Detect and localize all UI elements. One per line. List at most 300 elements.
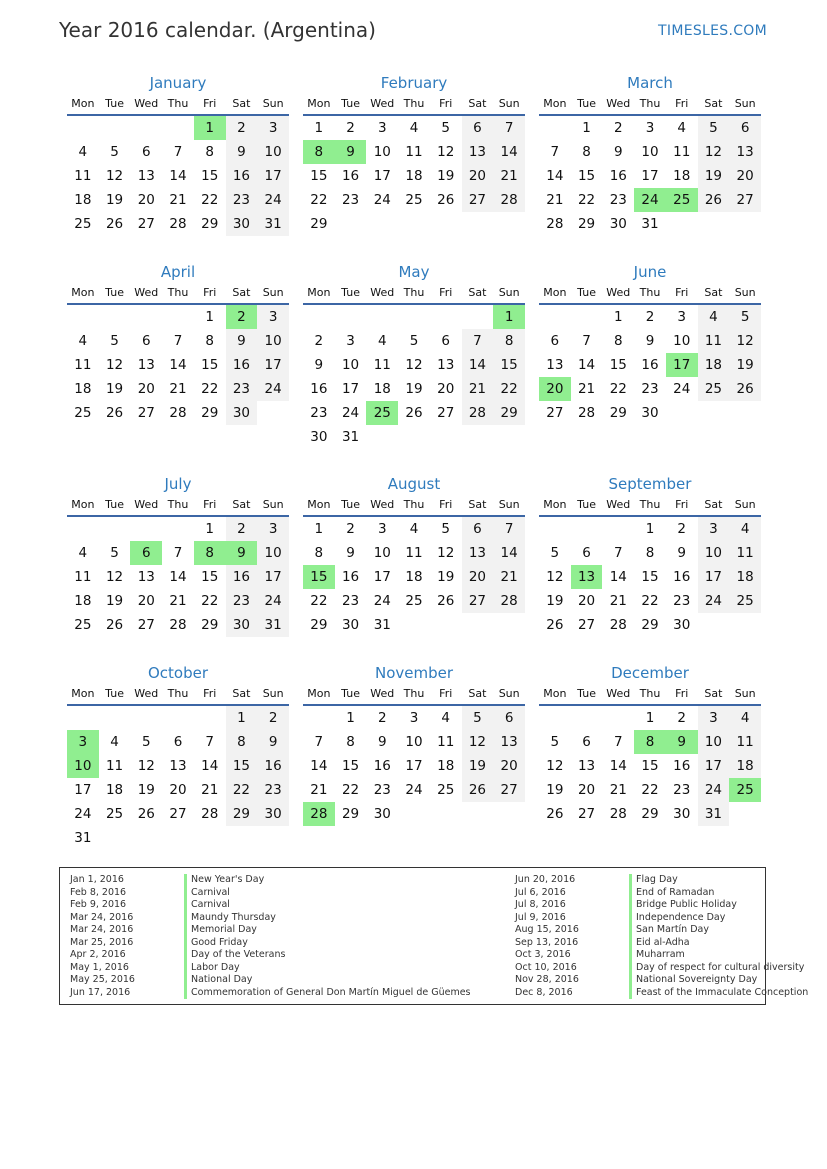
empty-day-cell bbox=[67, 116, 99, 140]
day-cell: 12 bbox=[105, 168, 124, 184]
day-cell: 15 bbox=[577, 168, 596, 184]
weekday-label: Wed bbox=[370, 97, 395, 110]
month-name: December bbox=[611, 664, 689, 682]
day-cell: 23 bbox=[673, 782, 691, 798]
holiday-name: Feast of the Immaculate Conception bbox=[636, 986, 809, 998]
holiday-marker bbox=[184, 912, 187, 925]
weekday-header bbox=[67, 684, 289, 706]
brand-logo-text[interactable]: TIMESLES.COM bbox=[658, 23, 767, 39]
day-cell: 30 bbox=[609, 216, 627, 232]
day-cell: 7 bbox=[173, 144, 183, 160]
weekday-label: Tue bbox=[105, 687, 124, 700]
holiday-date: Mar 24, 2016 bbox=[70, 911, 134, 923]
weekday-label: Sun bbox=[734, 286, 756, 299]
day-cell: 4 bbox=[78, 333, 88, 349]
day-cell: 14 bbox=[577, 357, 596, 373]
holiday-day-cell: 17 bbox=[666, 353, 698, 377]
day-cell: 1 bbox=[645, 521, 655, 537]
holiday-name: Independence Day bbox=[636, 911, 726, 923]
day-grid bbox=[67, 116, 289, 236]
day-cell: 17 bbox=[257, 164, 289, 188]
holiday-day-cell: 8 bbox=[303, 140, 335, 164]
weekday-label: Fri bbox=[675, 97, 689, 110]
weekday-label: Tue bbox=[341, 286, 360, 299]
holiday-marker bbox=[629, 887, 632, 900]
day-cell: 11 bbox=[437, 734, 455, 750]
day-cell: 6 bbox=[141, 333, 151, 349]
day-cell: 18 bbox=[729, 565, 761, 589]
empty-day-cell bbox=[130, 305, 162, 329]
holiday-entry bbox=[70, 974, 471, 987]
holiday-name: Labor Day bbox=[191, 961, 240, 973]
weekday-label: Sat bbox=[468, 97, 487, 110]
holiday-day-cell: 25 bbox=[729, 778, 761, 802]
day-cell: 14 bbox=[169, 357, 187, 373]
day-cell: 21 bbox=[609, 593, 627, 609]
day-cell: 27 bbox=[493, 778, 525, 802]
day-cell: 22 bbox=[641, 593, 659, 609]
day-cell: 9 bbox=[314, 357, 324, 373]
month-june bbox=[539, 261, 761, 425]
empty-day-cell bbox=[130, 706, 162, 730]
weekday-label: Wed bbox=[134, 286, 159, 299]
day-cell: 8 bbox=[226, 730, 258, 754]
weekday-label: Mon bbox=[543, 687, 567, 700]
weekday-label: Thu bbox=[167, 97, 189, 110]
day-cell: 3 bbox=[257, 305, 289, 329]
day-cell: 19 bbox=[405, 381, 423, 397]
day-cell: 18 bbox=[74, 381, 92, 397]
holiday-date: Jun 20, 2016 bbox=[515, 874, 576, 885]
day-cell: 17 bbox=[698, 754, 730, 778]
weekday-label: Sun bbox=[734, 687, 756, 700]
empty-day-cell bbox=[130, 116, 162, 140]
day-cell: 8 bbox=[205, 144, 214, 160]
day-cell: 31 bbox=[641, 216, 659, 232]
weekday-label: Wed bbox=[606, 498, 631, 511]
holiday-name: Day of the Veterans bbox=[191, 949, 286, 960]
day-cell: 10 bbox=[698, 730, 730, 754]
empty-day-cell bbox=[430, 305, 462, 329]
holiday-date: Feb 8, 2016 bbox=[70, 886, 127, 898]
day-cell: 29 bbox=[577, 216, 596, 232]
weekday-label: Sat bbox=[704, 286, 723, 299]
day-cell: 19 bbox=[105, 192, 124, 208]
weekday-label: Wed bbox=[370, 687, 395, 700]
holiday-day-cell: 9 bbox=[226, 541, 258, 565]
day-cell: 19 bbox=[105, 593, 124, 609]
weekday-label: Fri bbox=[675, 498, 689, 511]
day-cell: 29 bbox=[201, 216, 219, 232]
day-cell: 29 bbox=[641, 806, 659, 822]
holiday-marker bbox=[629, 912, 632, 925]
day-cell: 3 bbox=[698, 706, 730, 730]
day-cell: 20 bbox=[137, 593, 155, 609]
day-cell: 28 bbox=[201, 806, 219, 822]
day-cell: 6 bbox=[550, 333, 560, 349]
month-name: January bbox=[149, 74, 207, 92]
page-title: Year 2016 calendar. (Argentina) bbox=[59, 18, 376, 42]
day-cell: 10 bbox=[673, 333, 691, 349]
day-cell: 15 bbox=[609, 357, 627, 373]
day-cell: 27 bbox=[137, 216, 155, 232]
weekday-label: Fri bbox=[675, 687, 689, 700]
day-cell: 18 bbox=[673, 168, 691, 184]
day-cell: 2 bbox=[613, 120, 623, 136]
weekday-label: Sat bbox=[232, 687, 251, 700]
day-cell: 7 bbox=[462, 329, 494, 353]
day-cell: 30 bbox=[641, 405, 659, 421]
month-january bbox=[67, 72, 289, 236]
day-cell: 24 bbox=[74, 806, 92, 822]
day-cell: 26 bbox=[437, 593, 455, 609]
day-cell: 12 bbox=[546, 758, 564, 774]
month-name: July bbox=[164, 475, 192, 493]
day-cell: 12 bbox=[137, 758, 155, 774]
day-cell: 20 bbox=[577, 593, 596, 609]
day-cell: 13 bbox=[729, 140, 761, 164]
day-cell: 26 bbox=[546, 617, 564, 633]
weekday-header bbox=[539, 495, 761, 517]
weekday-header bbox=[539, 94, 761, 116]
day-cell: 22 bbox=[310, 192, 328, 208]
empty-day-cell bbox=[539, 305, 571, 329]
weekday-label: Sat bbox=[704, 687, 723, 700]
weekday-label: Mon bbox=[307, 97, 331, 110]
day-cell: 12 bbox=[437, 144, 455, 160]
day-cell: 1 bbox=[314, 521, 324, 537]
weekday-label: Sat bbox=[468, 286, 487, 299]
weekday-header bbox=[67, 94, 289, 116]
day-cell: 23 bbox=[609, 192, 627, 208]
day-cell: 1 bbox=[613, 309, 623, 325]
month-name: November bbox=[374, 664, 454, 682]
day-cell: 7 bbox=[173, 333, 183, 349]
day-cell: 24 bbox=[373, 192, 391, 208]
day-cell: 14 bbox=[546, 168, 564, 184]
holiday-marker bbox=[629, 874, 632, 887]
day-cell: 15 bbox=[310, 168, 328, 184]
day-cell: 11 bbox=[405, 545, 423, 561]
weekday-label: Sat bbox=[232, 97, 251, 110]
day-cell: 5 bbox=[110, 144, 119, 160]
weekday-label: Wed bbox=[370, 286, 395, 299]
day-cell: 11 bbox=[729, 541, 761, 565]
holiday-list-left bbox=[70, 874, 471, 999]
weekday-label: Mon bbox=[307, 687, 331, 700]
day-cell: 30 bbox=[226, 212, 258, 236]
day-cell: 3 bbox=[677, 309, 686, 325]
weekday-label: Sun bbox=[262, 97, 284, 110]
day-cell: 16 bbox=[341, 569, 360, 585]
holiday-name: Commemoration of General Don Martín Miguel de Güemes bbox=[191, 986, 471, 998]
weekday-label: Tue bbox=[577, 97, 596, 110]
day-cell: 24 bbox=[698, 589, 730, 613]
day-cell: 16 bbox=[310, 381, 328, 397]
day-cell: 12 bbox=[729, 329, 761, 353]
day-cell: 22 bbox=[201, 593, 219, 609]
weekday-header bbox=[67, 495, 289, 517]
day-cell: 9 bbox=[257, 730, 289, 754]
day-cell: 12 bbox=[698, 140, 730, 164]
weekday-header bbox=[67, 283, 289, 305]
weekday-header bbox=[303, 495, 525, 517]
day-cell: 26 bbox=[105, 405, 124, 421]
day-cell: 31 bbox=[257, 613, 289, 637]
day-cell: 5 bbox=[110, 545, 119, 561]
day-cell: 22 bbox=[609, 381, 627, 397]
weekday-label: Wed bbox=[134, 498, 159, 511]
month-name: March bbox=[627, 74, 673, 92]
holiday-entry bbox=[515, 962, 808, 975]
holiday-name: Flag Day bbox=[636, 874, 678, 885]
day-cell: 16 bbox=[341, 168, 360, 184]
day-cell: 14 bbox=[493, 140, 525, 164]
weekday-label: Sun bbox=[734, 498, 756, 511]
empty-day-cell bbox=[99, 116, 131, 140]
month-may bbox=[303, 261, 525, 449]
month-name: May bbox=[398, 263, 430, 281]
day-cell: 17 bbox=[373, 569, 391, 585]
day-cell: 7 bbox=[582, 333, 591, 349]
day-cell: 22 bbox=[341, 782, 360, 798]
day-cell: 5 bbox=[441, 521, 450, 537]
day-cell: 25 bbox=[74, 216, 92, 232]
day-cell: 17 bbox=[341, 381, 360, 397]
day-cell: 7 bbox=[613, 734, 623, 750]
holiday-list-right bbox=[515, 874, 808, 999]
day-cell: 17 bbox=[257, 353, 289, 377]
weekday-label: Fri bbox=[439, 687, 453, 700]
month-name: September bbox=[608, 475, 692, 493]
day-cell: 2 bbox=[226, 517, 258, 541]
day-cell: 24 bbox=[373, 593, 391, 609]
day-cell: 14 bbox=[462, 353, 494, 377]
holiday-name: Maundy Thursday bbox=[191, 911, 276, 923]
day-grid bbox=[303, 517, 525, 637]
weekday-label: Wed bbox=[134, 687, 159, 700]
day-cell: 21 bbox=[201, 782, 219, 798]
day-cell: 14 bbox=[169, 168, 187, 184]
day-cell: 14 bbox=[609, 758, 627, 774]
weekday-label: Mon bbox=[71, 498, 95, 511]
weekday-label: Thu bbox=[639, 97, 661, 110]
day-cell: 30 bbox=[257, 802, 289, 826]
empty-day-cell bbox=[539, 706, 571, 730]
holiday-legend bbox=[59, 867, 809, 1005]
holiday-date: Mar 24, 2016 bbox=[70, 924, 134, 935]
day-cell: 29 bbox=[201, 617, 219, 633]
holiday-marker bbox=[184, 962, 187, 975]
day-cell: 25 bbox=[437, 782, 455, 798]
day-cell: 27 bbox=[462, 188, 494, 212]
day-cell: 13 bbox=[462, 140, 494, 164]
day-cell: 5 bbox=[698, 116, 730, 140]
day-cell: 4 bbox=[677, 120, 686, 136]
day-cell: 30 bbox=[673, 806, 691, 822]
day-cell: 25 bbox=[405, 192, 423, 208]
day-cell: 7 bbox=[205, 734, 214, 750]
day-cell: 21 bbox=[493, 565, 525, 589]
day-cell: 5 bbox=[409, 333, 419, 349]
day-cell: 12 bbox=[546, 569, 564, 585]
day-cell: 29 bbox=[310, 617, 328, 633]
holiday-name: San Martín Day bbox=[636, 924, 709, 935]
holiday-name: National Sovereignty Day bbox=[636, 974, 758, 985]
day-cell: 12 bbox=[437, 545, 455, 561]
day-cell: 28 bbox=[493, 589, 525, 613]
month-july bbox=[67, 473, 289, 637]
day-cell: 28 bbox=[493, 188, 525, 212]
holiday-entry bbox=[70, 912, 471, 925]
weekday-label: Tue bbox=[105, 286, 124, 299]
month-february bbox=[303, 72, 525, 236]
day-cell: 10 bbox=[257, 140, 289, 164]
day-cell: 1 bbox=[645, 710, 655, 726]
day-cell: 22 bbox=[577, 192, 596, 208]
day-cell: 19 bbox=[698, 164, 730, 188]
day-cell: 11 bbox=[729, 730, 761, 754]
holiday-entry bbox=[515, 874, 808, 887]
day-cell: 13 bbox=[137, 357, 155, 373]
weekday-label: Sat bbox=[468, 498, 487, 511]
day-cell: 12 bbox=[105, 569, 124, 585]
month-name: August bbox=[387, 475, 441, 493]
day-cell: 21 bbox=[310, 782, 328, 798]
empty-day-cell bbox=[571, 517, 603, 541]
day-cell: 2 bbox=[645, 309, 655, 325]
day-cell: 24 bbox=[257, 377, 289, 401]
day-cell: 27 bbox=[546, 405, 564, 421]
day-cell: 21 bbox=[546, 192, 564, 208]
day-cell: 20 bbox=[437, 381, 455, 397]
empty-day-cell bbox=[539, 116, 571, 140]
holiday-name: Muharram bbox=[636, 949, 685, 960]
day-cell: 20 bbox=[493, 754, 525, 778]
holiday-marker bbox=[629, 924, 632, 937]
day-cell: 27 bbox=[577, 806, 596, 822]
day-cell: 17 bbox=[373, 168, 391, 184]
empty-day-cell bbox=[398, 305, 430, 329]
day-cell: 7 bbox=[314, 734, 324, 750]
holiday-name: New Year's Day bbox=[191, 874, 265, 885]
holiday-marker bbox=[184, 949, 187, 962]
day-cell: 10 bbox=[373, 144, 391, 160]
day-cell: 11 bbox=[74, 168, 92, 184]
holiday-marker bbox=[184, 937, 187, 950]
weekday-label: Wed bbox=[606, 286, 631, 299]
day-grid bbox=[539, 517, 761, 637]
day-cell: 9 bbox=[677, 545, 686, 561]
weekday-label: Thu bbox=[403, 286, 425, 299]
month-december bbox=[539, 662, 761, 826]
day-cell: 8 bbox=[613, 333, 623, 349]
weekday-label: Sun bbox=[498, 687, 520, 700]
day-cell: 29 bbox=[341, 806, 360, 822]
day-cell: 20 bbox=[137, 192, 155, 208]
day-cell: 2 bbox=[377, 710, 387, 726]
day-cell: 15 bbox=[641, 569, 659, 585]
day-cell: 4 bbox=[78, 144, 88, 160]
holiday-day-cell: 9 bbox=[335, 140, 367, 164]
day-cell: 6 bbox=[141, 144, 151, 160]
day-cell: 12 bbox=[462, 730, 494, 754]
day-cell: 28 bbox=[169, 617, 187, 633]
weekday-label: Fri bbox=[203, 286, 217, 299]
day-cell: 30 bbox=[226, 401, 258, 425]
holiday-date: Nov 28, 2016 bbox=[515, 974, 579, 985]
holiday-entry bbox=[70, 937, 471, 950]
weekday-header bbox=[303, 283, 525, 305]
day-cell: 9 bbox=[377, 734, 387, 750]
holiday-day-cell: 28 bbox=[303, 802, 335, 826]
day-cell: 26 bbox=[462, 778, 494, 802]
day-cell: 30 bbox=[673, 617, 691, 633]
empty-day-cell bbox=[162, 116, 194, 140]
weekday-label: Thu bbox=[167, 286, 189, 299]
weekday-label: Mon bbox=[543, 97, 567, 110]
weekday-label: Wed bbox=[134, 97, 159, 110]
day-cell: 1 bbox=[582, 120, 591, 136]
weekday-label: Sun bbox=[498, 97, 520, 110]
day-cell: 28 bbox=[169, 216, 187, 232]
day-cell: 5 bbox=[110, 333, 119, 349]
weekday-label: Fri bbox=[439, 286, 453, 299]
weekday-label: Sat bbox=[704, 498, 723, 511]
weekday-label: Mon bbox=[71, 97, 95, 110]
day-cell: 21 bbox=[609, 782, 627, 798]
day-cell: 6 bbox=[462, 116, 494, 140]
day-cell: 7 bbox=[493, 116, 525, 140]
weekday-label: Fri bbox=[675, 286, 689, 299]
holiday-entry bbox=[70, 899, 471, 912]
day-cell: 9 bbox=[645, 333, 655, 349]
day-cell: 23 bbox=[641, 381, 659, 397]
holiday-day-cell: 8 bbox=[634, 730, 666, 754]
month-april bbox=[67, 261, 289, 425]
holiday-entry bbox=[515, 887, 808, 900]
holiday-entry bbox=[70, 874, 471, 887]
day-cell: 19 bbox=[105, 381, 124, 397]
day-cell: 18 bbox=[74, 192, 92, 208]
day-cell: 9 bbox=[226, 329, 258, 353]
day-cell: 9 bbox=[346, 545, 355, 561]
day-cell: 8 bbox=[346, 734, 355, 750]
holiday-day-cell: 1 bbox=[493, 305, 525, 329]
day-cell: 2 bbox=[677, 710, 686, 726]
day-cell: 12 bbox=[405, 357, 423, 373]
day-cell: 11 bbox=[673, 144, 691, 160]
day-cell: 15 bbox=[201, 357, 219, 373]
holiday-marker bbox=[184, 887, 187, 900]
day-cell: 19 bbox=[437, 168, 455, 184]
day-cell: 2 bbox=[257, 706, 289, 730]
day-cell: 2 bbox=[346, 120, 355, 136]
day-cell: 14 bbox=[201, 758, 219, 774]
day-cell: 28 bbox=[609, 617, 627, 633]
holiday-name: End of Ramadan bbox=[636, 886, 715, 898]
day-cell: 18 bbox=[405, 569, 423, 585]
empty-day-cell bbox=[571, 305, 603, 329]
holiday-date: Oct 3, 2016 bbox=[515, 949, 571, 960]
day-cell: 29 bbox=[226, 802, 258, 826]
month-september bbox=[539, 473, 761, 637]
day-cell: 14 bbox=[493, 541, 525, 565]
weekday-label: Mon bbox=[71, 286, 95, 299]
day-cell: 5 bbox=[462, 706, 494, 730]
day-cell: 16 bbox=[373, 758, 391, 774]
day-cell: 21 bbox=[462, 377, 494, 401]
